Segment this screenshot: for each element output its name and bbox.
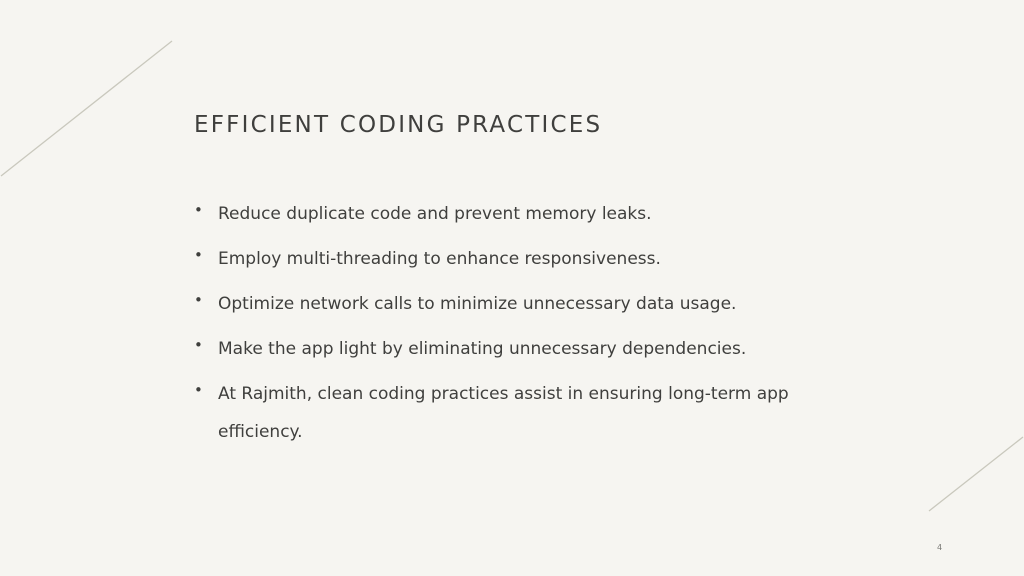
bullet-dot-icon: • [194, 336, 203, 354]
bullet-item [194, 375, 844, 451]
bullet-text: At Rajmith, clean coding practices assist in ensuring long-term app efficiency. [218, 384, 789, 442]
page-number: 4 [937, 543, 943, 552]
bullet-text: Optimize network calls to minimize unnecessary data usage. [218, 294, 737, 314]
bullet-dot-icon: • [194, 291, 203, 309]
bullet-dot-icon: • [194, 246, 203, 264]
bullet-list [194, 199, 844, 462]
slide-title: EFFICIENT CODING PRACTICES [194, 112, 603, 138]
bullet-item [194, 285, 844, 323]
bullet-item [194, 195, 844, 233]
bullet-text: Employ multi-threading to enhance responsiveness. [218, 249, 661, 269]
bullet-text: Reduce duplicate code and prevent memory leaks. [218, 204, 652, 224]
bullet-dot-icon: • [194, 381, 203, 399]
bullet-dot-icon: • [194, 201, 203, 219]
bullet-item [194, 240, 844, 278]
top-left-decorative-line [1, 41, 172, 176]
bullet-text: Make the app light by eliminating unnecessary dependencies. [218, 339, 747, 359]
bottom-right-decorative-line [929, 437, 1023, 511]
bullet-item [194, 330, 844, 368]
